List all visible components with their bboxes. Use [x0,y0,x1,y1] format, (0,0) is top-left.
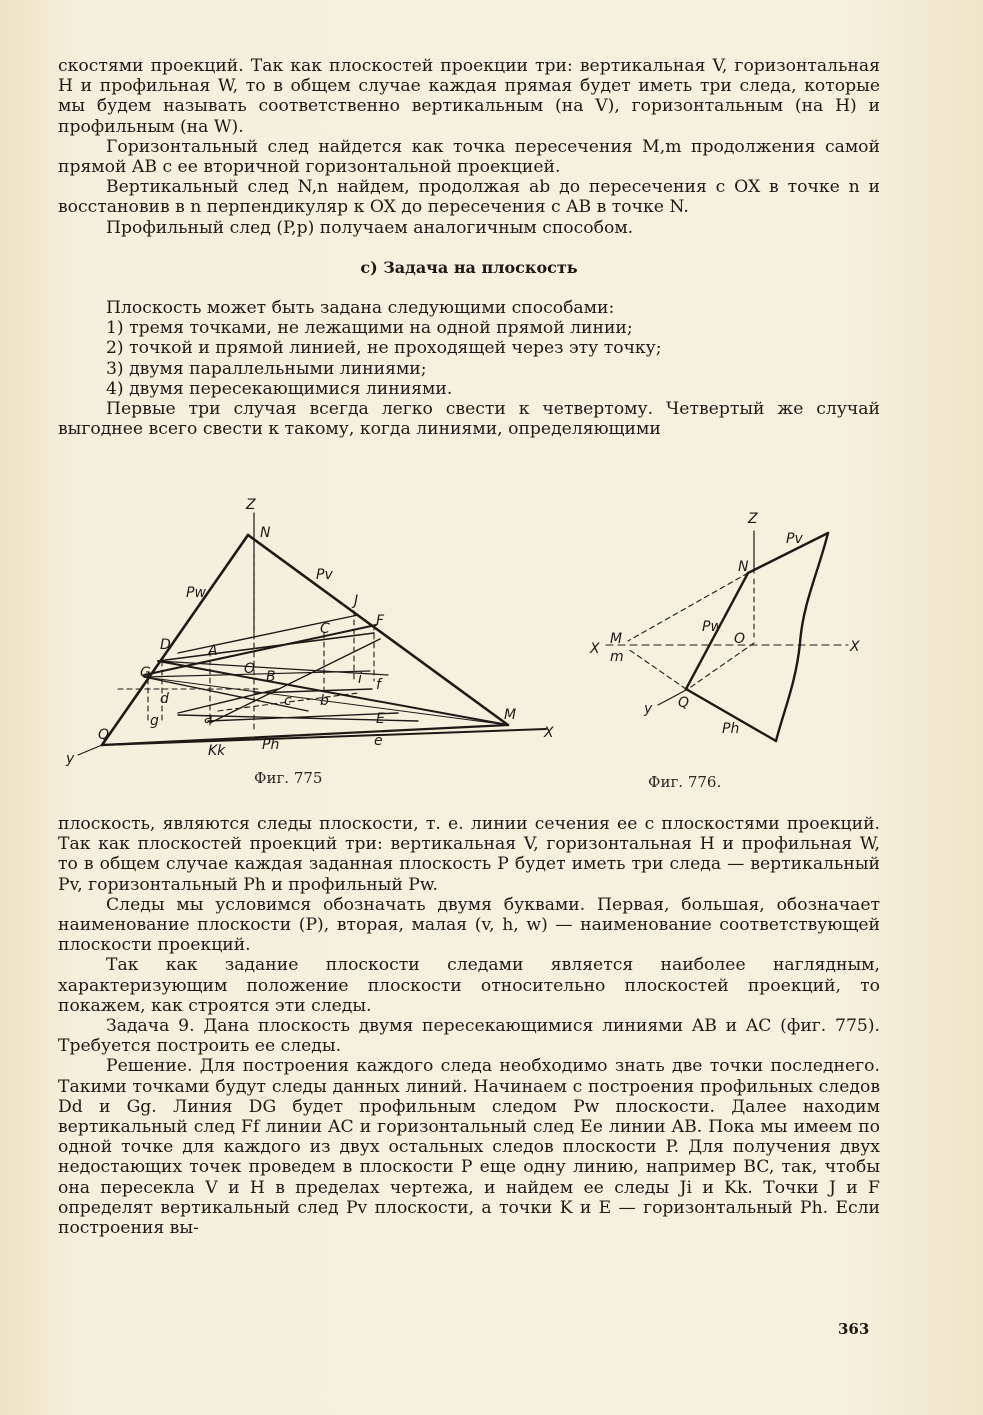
label: M [610,631,623,647]
label: Z [246,497,256,513]
paragraph: Так как задание плоскости следами является наиболее наглядным, характеризующим положение плоскости относительно плоскостей проекций, то покажем, как строятся эти следы. [58,955,880,1016]
label: y [66,751,75,767]
label: Pv [786,531,803,547]
label: N [260,525,271,541]
dash-qm [628,649,686,689]
label: E [376,711,385,727]
label: Pw [186,585,206,601]
list-item: 4) двумя пересекающимися линиями. [106,378,453,399]
label: Z [748,511,758,527]
trace-pv [776,533,828,741]
label: X [850,639,860,655]
label: m [610,649,624,665]
paragraph: скостями проекций. Так как плоскостей проекции три: вертикальная V, горизонтальная H и профильная W, то в общем случае каждая прямая будет иметь три следа, которые мы будем называть соответственно вертикальным (на V), горизонтальным (на H) и профильным (на W). [58,56,880,137]
label: O [244,661,256,677]
label: y [644,701,653,717]
label: O [734,631,746,647]
label: Ph [262,737,280,753]
label: M [504,707,517,723]
label: Q [678,695,690,711]
label: Q [98,727,110,743]
label: a [204,711,213,727]
paragraph: плоскость, являются следы плоскости, т. е. линии сечения ее с плоскостями проекций. Так как плоскостей проекций три: вертикальная V, горизонтальная H и профильная W, то в общем случае каждая заданная плоскость P будет иметь три следа — вертикальный Pv, горизонтальный Ph и профильный Pw. [58,814,880,895]
paragraph: Следы мы условимся обозначать двумя буквами. Первая, большая, обозначает наименование плоскости (P), вторая, малая (v, h, w) — наименование соответствующей плоскости проекций. [58,894,880,956]
label: N [738,559,749,575]
label: b [320,693,329,709]
fig-776-drawing [58,493,880,803]
list-item: 2) точкой и прямой линией, не проходящей через эту точку; [106,338,662,359]
label: A [208,643,218,659]
paragraph: Задача 9. Дана плоскость двумя пересекающимися линиями AB и AC (фиг. 775). Требуется построить ее следы. [58,1016,880,1057]
paragraph: Решение. Для построения каждого следа необходимо знать две точки последнего. Такими точками будут следы данных линий. Начинаем с построения профильных следов Dd и Gg. Линия DG будет профильным следом Pw плоскости. Далее находим вертикальный след Ff линии AC и горизонтальный след Ee линии AB. Пока мы имеем по одной точке для каждого из двух остальных следов плоскости P. Для получения двух недостающих точек проведем в плоскости P еще одну линию, например BC, так, чтобы она пересекла V и H в пределах чертежа, и найдем ее следы Ji и Kk. Точки J и F определят вертикальный след Pv плоскости, а точки K и E — горизонтальный Ph. Если построения вы- [58,1056,880,1239]
label: X [544,725,554,741]
label: d [160,691,169,707]
paragraph: Первые три случая всегда легко свести к четвертому. Четвертый же случай выгоднее всего свести к такому, когда линиями, определяющими [58,399,880,440]
label: Pv [316,567,333,583]
list-item: 1) тремя точками, не лежащими на одной прямой линии; [106,318,633,339]
label: F [376,613,385,629]
figure-caption: Фиг. 776. [648,773,722,791]
page-number: 363 [838,1320,870,1338]
label: Kk [208,743,226,759]
label: f [376,677,381,693]
label: B [266,669,276,685]
label: C [320,621,330,637]
label: X [590,641,600,657]
text-top [58,56,880,439]
label: i [358,671,362,687]
paragraph: Горизонтальный след найдется как точка пересечения M,m продолжения самой прямой AB с ее вторичной горизонтальной проекцией. [58,136,880,178]
paragraph: Профильный след (P,p) получаем аналогичным способом. [106,217,634,238]
label: J [354,593,359,609]
paragraph: Вертикальный след N,n найдем, продолжая ab до пересечения с OX в точке n и восстановив в n перпендикуляр к OX до пересечения с AB в точке N. [58,177,880,218]
figures [58,493,880,803]
label: Ph [722,721,740,737]
label: Pw [702,619,722,635]
label: G [140,665,151,681]
label: D [160,637,171,653]
list-item: 3) двумя параллельными линиями; [106,358,427,379]
section-heading: c) Задача на плоскость [360,257,578,277]
text-bottom [58,814,880,1238]
label: c [284,693,292,709]
paragraph: Плоскость может быть задана следующими способами: [106,298,615,319]
label: e [374,733,383,749]
figure-caption: Фиг. 775 [254,769,323,787]
label: g [150,713,159,729]
